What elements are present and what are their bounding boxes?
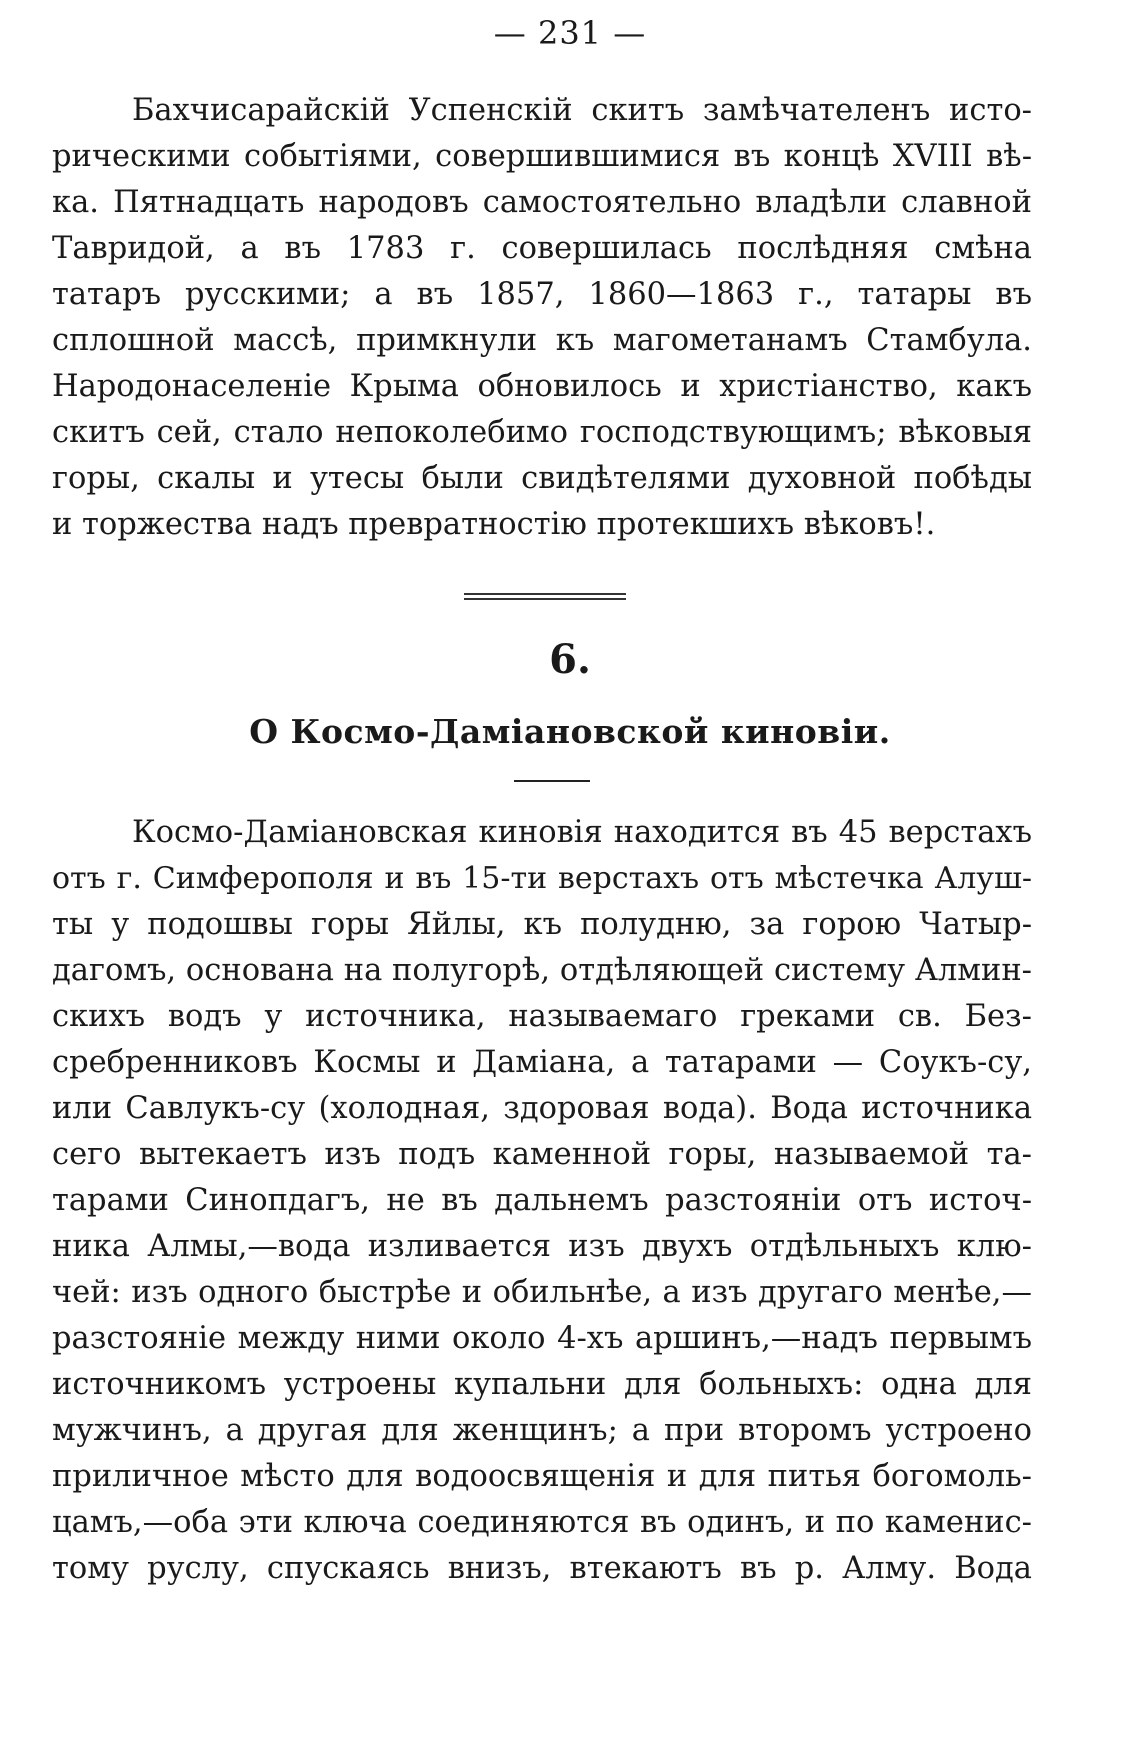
text-line: Бахчисарайскій Успенскій скитъ замѣчателенъ исто- (132, 93, 1032, 128)
text-line: чей: изъ одного быстрѣе и обильнѣе, а изъ другаго менѣе,— (52, 1275, 1032, 1310)
text-line: источникомъ устроены купальни для больныхъ: одна для (52, 1367, 1032, 1402)
text-line: сплошной массѣ, примкнули къ магометанамъ Стамбула. (52, 323, 1032, 358)
text-line: ника Алмы,—вода изливается изъ двухъ отдѣльныхъ клю- (52, 1229, 1032, 1264)
text-line: сего вытекаетъ изъ подъ каменной горы, называемой та- (52, 1137, 1032, 1172)
title-rule (514, 780, 590, 782)
text-line: скихъ водъ у источника, называемаго греками св. Без- (52, 999, 1032, 1034)
text-line: рическими событіями, совершившимися въ концѣ XVIII вѣ- (52, 139, 1032, 174)
text-line: тому руслу, спускаясь внизъ, втекаютъ въ р. Алму. Вода (52, 1551, 1032, 1586)
text-line: или Савлукъ-су (холодная, здоровая вода). Вода источника (52, 1091, 1032, 1126)
text-line: ты у подошвы горы Яйлы, къ полудню, за горою Чатыр- (52, 907, 1032, 942)
text-line: дагомъ, основана на полугорѣ, отдѣляющей систему Алмин- (52, 953, 1032, 988)
text-line: сребренниковъ Космы и Даміана, а татарами — Соукъ-су, (52, 1045, 1032, 1080)
text-line: тарами Синопдагъ, не въ дальнемъ разстояніи отъ источ- (52, 1183, 1032, 1218)
text-line: татаръ русскими; а въ 1857, 1860—1863 г., татары въ (52, 277, 1032, 312)
text-line: приличное мѣсто для водоосвященія и для питья богомоль- (52, 1459, 1032, 1494)
chapter-number: 6. (549, 636, 591, 683)
text-line: разстояніе между ними около 4-хъ аршинъ,—надъ первымъ (52, 1321, 1032, 1356)
text-line: Тавридой, а въ 1783 г. совершилась послѣдняя смѣна (52, 231, 1032, 266)
text-line: Народонаселеніе Крыма обновилось и христіанство, какъ (52, 369, 1032, 404)
text-line: ка. Пятнадцать народовъ самостоятельно владѣли славной (52, 185, 1032, 220)
text-line: горы, скалы и утесы были свидѣтелями духовной побѣды (52, 461, 1032, 496)
text-line: мужчинъ, а другая для женщинъ; а при второмъ устроено (52, 1413, 1032, 1448)
page-number: — 231 — (493, 14, 647, 52)
text-line: и торжества надъ превратностію протекшихъ вѣковъ!. (52, 507, 936, 542)
text-line: скитъ сей, стало непоколебимо господствующимъ; вѣковыя (52, 415, 1032, 450)
chapter-title: О Космо-Даміановской киновіи. (249, 712, 891, 751)
text-line: Космо-Даміановская киновія находится въ 45 верстахъ (132, 815, 1032, 850)
text-line: отъ г. Симферополя и въ 15-ти верстахъ отъ мѣстечка Алуш- (52, 861, 1032, 896)
text-line: цамъ,—оба эти ключа соединяются въ одинъ, и по каменис- (52, 1505, 1032, 1540)
section-ornament (464, 593, 626, 601)
